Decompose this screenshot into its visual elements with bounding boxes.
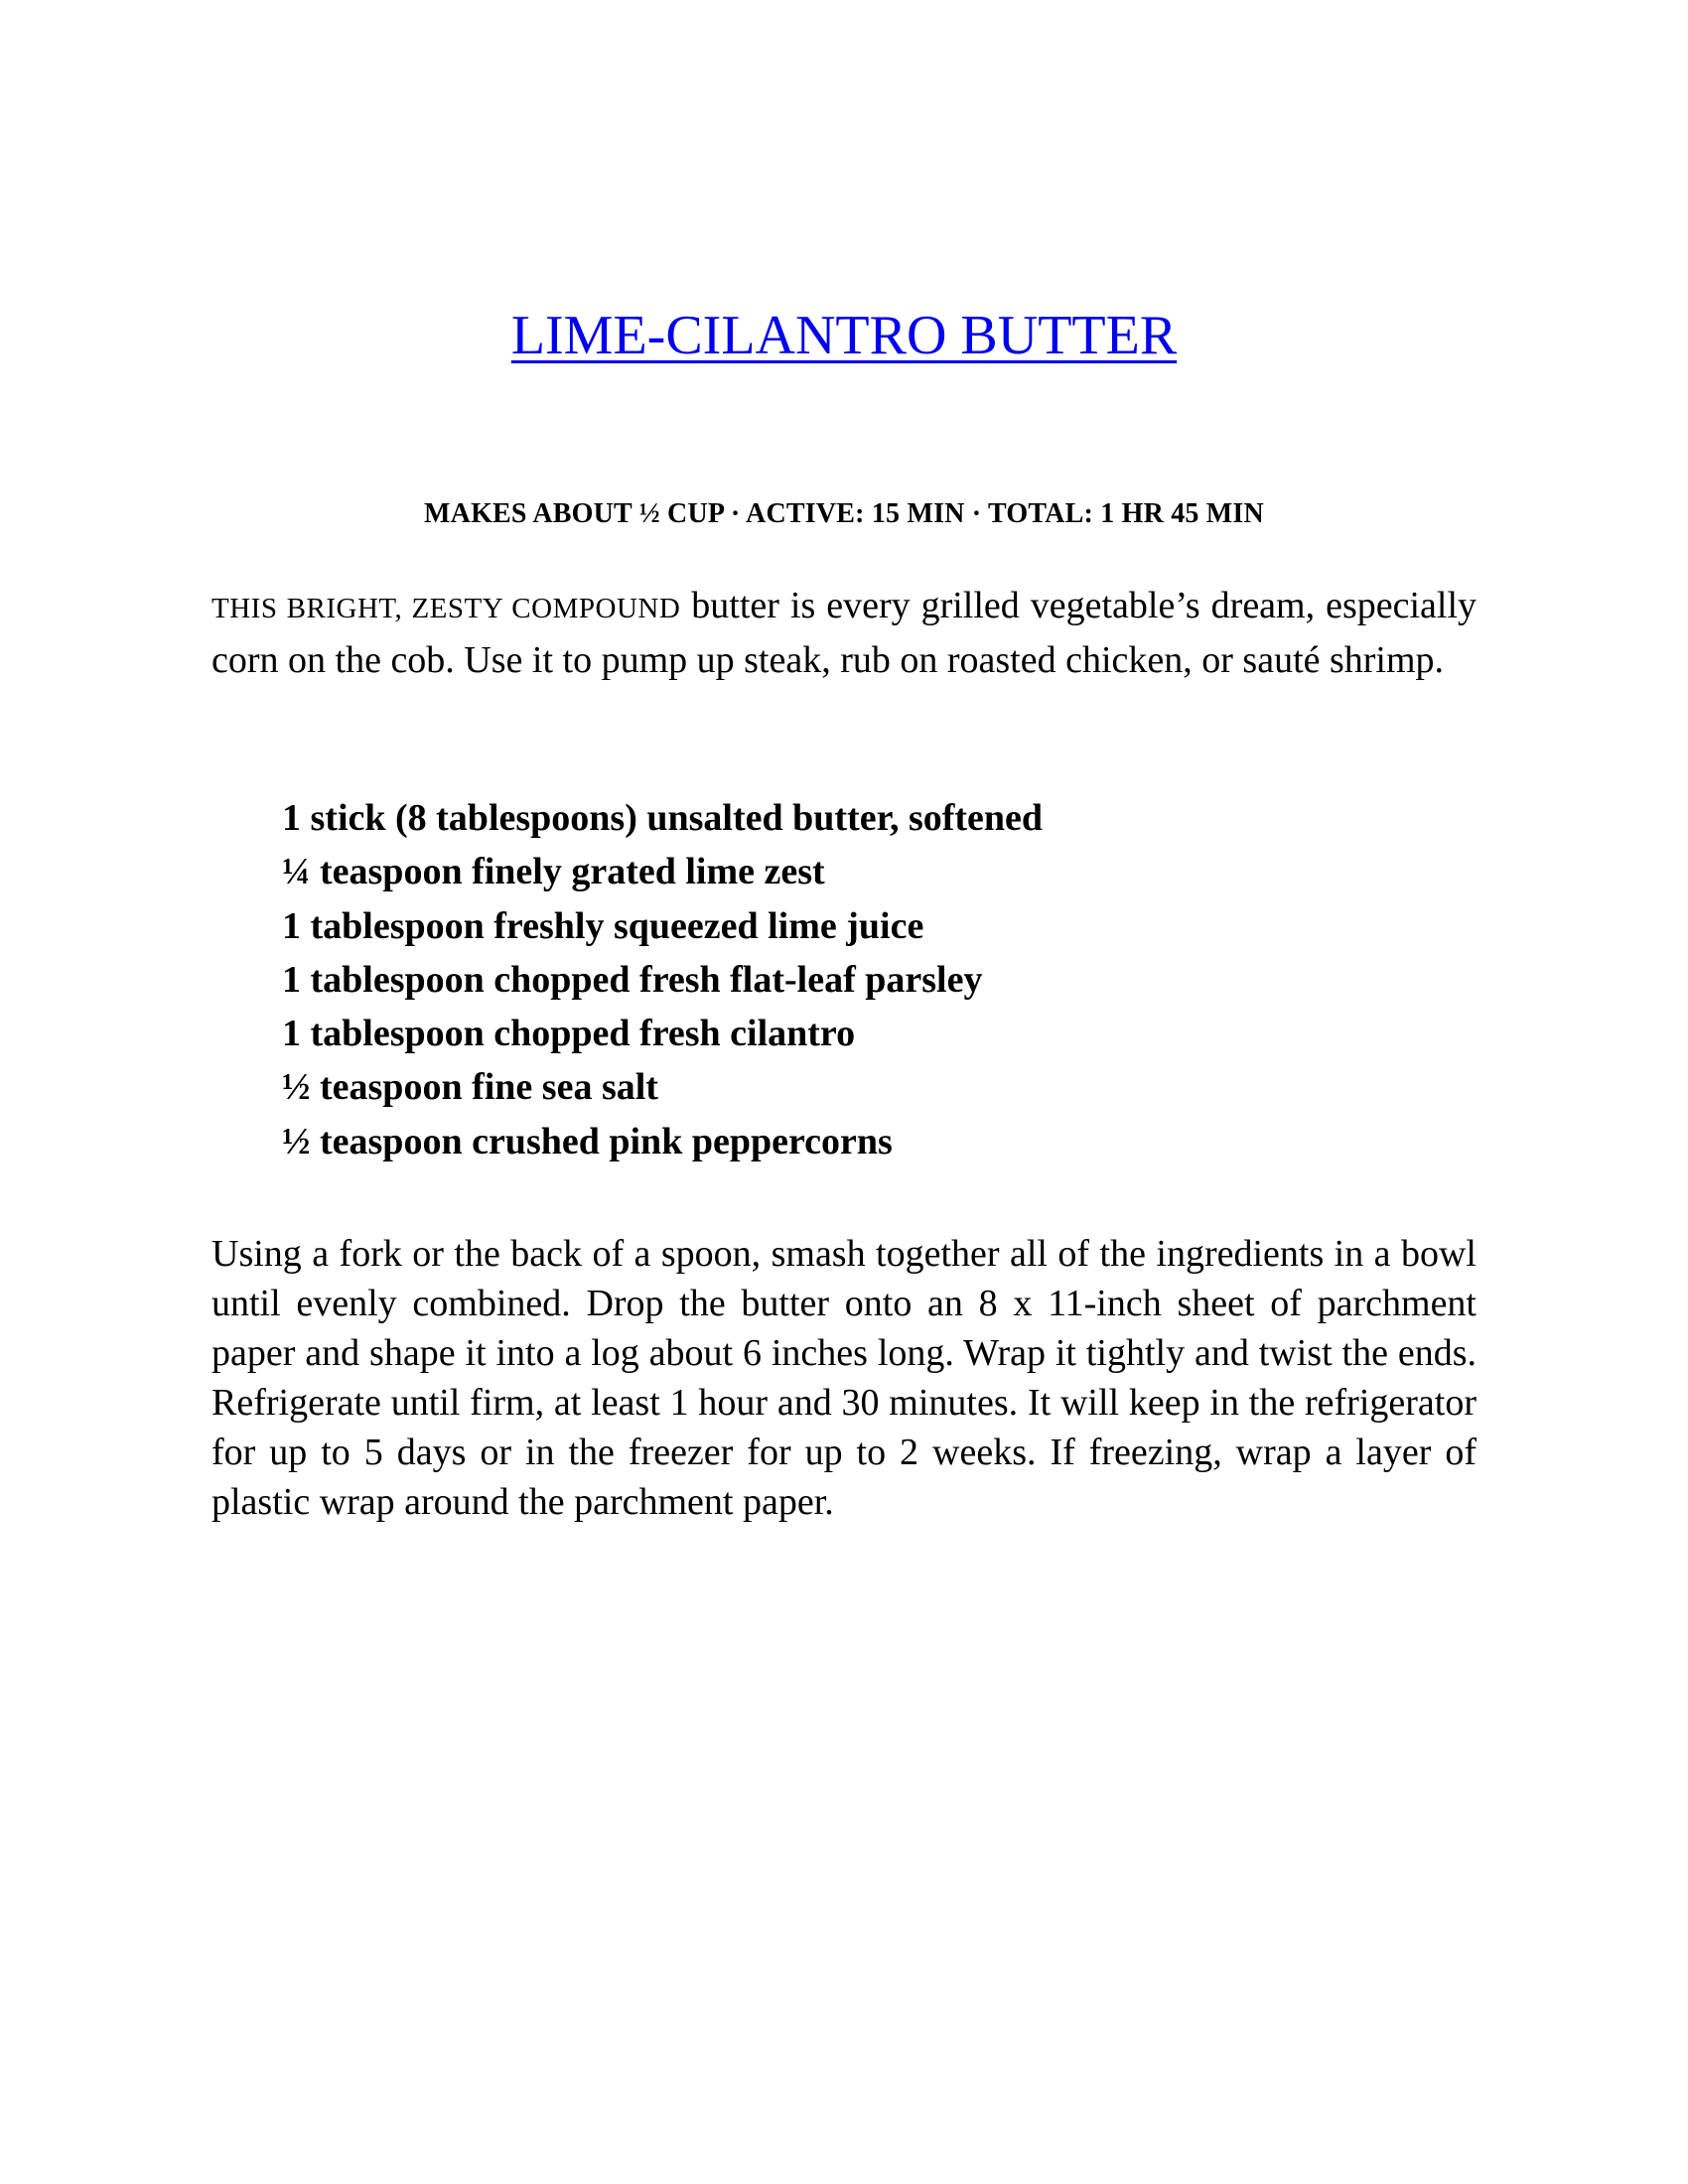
ingredient-item: ½ teaspoon crushed pink peppercorns [282,1120,893,1162]
ingredient-item: 1 tablespoon freshly squeezed lime juice [282,904,924,947]
ingredient-item: ½ teaspoon fine sea salt [282,1066,658,1109]
ingredient-list [282,791,1043,1168]
recipe-intro [211,580,1477,686]
ingredient-item: ¼ teaspoon finely grated lime zest [282,851,825,893]
intro-lead-small-caps: THIS BRIGHT, ZESTY COMPOUND [211,593,681,624]
ingredient-item: 1 tablespoon chopped fresh flat-leaf parsley [282,958,983,1001]
ingredient-item: 1 stick (8 tablespoons) unsalted butter, softened [282,797,1044,839]
recipe-method: Using a fork or the back of a spoon, smash together all of the ingredients in a bowl until evenly combined. Drop the butter onto an 8 x 11-inch sheet of parchment paper and shape it into a log about 6 inches long. Wrap it tightly and twist the ends. Refrigerate until firm, at least 1 hour and 30 minutes. It will keep in the refrigerator for up to 5 days or in the freezer for up to 2 weeks. If freezing, wrap a layer of plastic wrap around the parchment paper. [211,1233,1477,1523]
recipe-title-link[interactable]: LIME-CILANTRO BUTTER [510,305,1178,366]
recipe-yield-and-time: MAKES ABOUT ½ CUP · ACTIVE: 15 MIN · TOTAL: 1 HR 45 MIN [424,498,1264,529]
intro-body-text: butter is every grilled vegetable’s dream, especially corn on the cob. Use it to pump up steak, rub on roasted chicken, or sauté shrimp. [211,585,1477,681]
ingredient-item: 1 tablespoon chopped fresh cilantro [282,1013,856,1055]
